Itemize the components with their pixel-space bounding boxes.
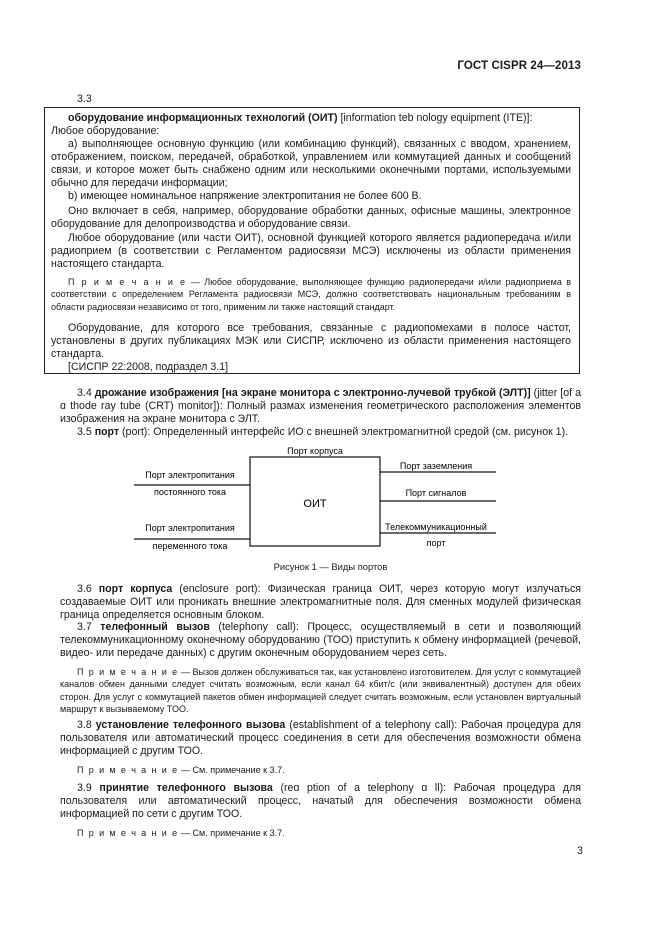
figure-caption: Рисунок 1 — Виды портов <box>273 561 388 572</box>
label-signal: Порт сигналов <box>405 488 467 498</box>
ref-3-3: [СИСПР 22:2008, подраздел 3.1] <box>68 361 229 373</box>
label-ac-2: переменного тока <box>152 541 228 551</box>
para-3-5: 3.5 порт (port): Определенный интерфейс ИО с внешней электромагнитной средой (см. рисунок 1). <box>77 426 569 438</box>
label-ite: ОИТ <box>303 498 327 510</box>
label-earth: Порт заземления <box>399 461 473 471</box>
figure-port-types <box>130 445 500 555</box>
item-a: а) выполняющее основную функцию (или комбинацию функций), связанных с вводом, хранением, отображением, поиском, передачей, обработкой, управлением или коммутацией данных и сообщений связи, и которое может быть снабжено одним или несколькими оконечными портами, используемыми обычно для передачи информации; <box>51 138 571 190</box>
label-enclosure: Порт корпуса <box>287 446 343 456</box>
note-3-9: П р и м е ч а н и е — См. примечание к 3.7. <box>77 828 285 838</box>
label-dc-1: Порт электропитания <box>145 470 235 480</box>
label-ac-1: Порт электропитания <box>145 523 235 533</box>
term-3-3: оборудование информационных технологий (ОИТ) [information teb nology equipment (ITE)]: <box>68 112 533 124</box>
page-number: 3 <box>577 845 583 857</box>
intro-3-3: Любое оборудование: <box>51 125 160 137</box>
para-3-8: 3.8 установление телефонного вызова (establishment of a telephony call): Рабочая процедура для пользователя или автоматический процесс соединения в сети для обеспечения возможности обмена информацией с другим ТОО. <box>60 719 581 758</box>
label-telecom-1: Телекоммуникационный <box>385 522 487 532</box>
para-3-9: 3.9 принятие телефонного вызова (reɑ ption of a telephony ɑ ll): Рабочая процедура для пользователя или автоматический процесс, начатый для обеспечения возможности обмена информацией по сети с другим ТОО. <box>60 782 581 821</box>
note-3-3: П р и м е ч а н и е — Любое оборудование, выполняющее функцию радиопередачи и/или радиоприема в соответствии с определением Регламента радиосвязи МСЭ, должно соответствовать национальным требованиям в области радиосвязи независимо от того, применим ли также настоящий стандарт. <box>51 277 571 312</box>
para-3-3-1: Оно включает в себя, например, оборудование обработки данных, офисные машины, электронное оборудование для делопроизводства и оборудование связи. <box>51 205 571 231</box>
definition-box-3-3 <box>44 107 580 374</box>
para-3-3-3: Оборудование, для которого все требования, связанные с радиопомехами в полосе частот, установлены в других публикациях МЭК или СИСПР, исключено из области применения настоящего стандарта. <box>51 322 571 361</box>
note-3-7: П р и м е ч а н и е — Вызов должен обслуживаться так, как установлено изготовителем. Для услуг с коммутацией каналов обмен данными следует считать возможным, если канал 64 кбит/с (или эквивалентный) доступен для обеих сторон. Для услуг с коммутацией пакетов обмен информацией следует считать возможным, если установлен виртуальный маршрут к вызываемому ТОО. <box>60 667 582 715</box>
para-3-7: 3.7 телефонный вызов (telephony call): Процесс, осуществляемый в сети и позволяющий телекоммуникационному оконечному оборудованию (ТОО) приступить к обмену информацией (речевой, видео- или передаче данных) с другим оконечным оборудованием через сеть. <box>60 621 581 660</box>
label-telecom-2: порт <box>426 538 446 548</box>
para-3-6: 3.6 порт корпуса (enclosure port): Физическая граница ОИТ, через которую могут излучаться создаваемые ОИТ или проникать внешние электромагнитные поля. Для сменных модулей физическая граница определяется основным блоком. <box>60 583 581 622</box>
document-header: ГОСТ CISPR 24—2013 <box>457 60 581 72</box>
note-3-8: П р и м е ч а н и е — См. примечание к 3.7. <box>77 765 285 775</box>
para-3-3-2: Любое оборудование (или части ОИТ), основной функцией которого является радиопередача и/или радиоприем (в соответствии с Регламентом радиосвязи МСЭ) исключены из области применения настоящего стандарта. <box>51 232 571 271</box>
section-number-3-3: 3.3 <box>77 93 92 105</box>
item-b: b) имеющее номинальное напряжение электропитания не более 600 В. <box>68 190 422 202</box>
para-3-4: 3.4 дрожание изображения [на экране монитора с электронно-лучевой трубкой (ЭЛТ)] (jitter [of a ɑ thode ray tube (CRT) monitor]): Полный размах изменения геометрического расположения элементов изображения на экране монитора с ЭЛТ. <box>60 387 581 426</box>
label-dc-2: постоянного тока <box>154 487 226 497</box>
